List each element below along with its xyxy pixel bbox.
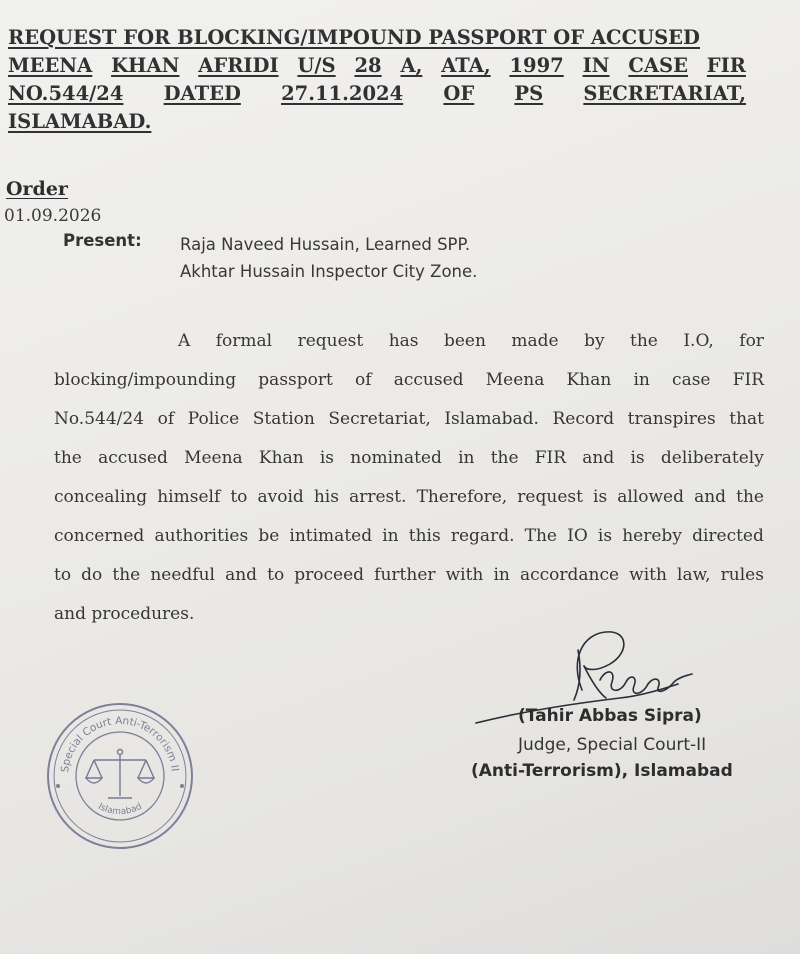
scales-of-justice-icon — [86, 750, 154, 799]
body-line-8: and procedures. — [54, 604, 195, 624]
body-line-4 — [54, 439, 764, 478]
word: FIR — [706, 54, 746, 77]
word: SECRETARIAT, — [583, 82, 746, 105]
word: regard. — [450, 526, 515, 546]
word: been — [443, 331, 486, 351]
word: concerned — [54, 526, 145, 546]
word: to — [54, 565, 72, 585]
word: FIR — [732, 370, 764, 390]
word: rules — [720, 565, 764, 585]
word: IO — [567, 526, 588, 546]
present-label: Present: — [63, 231, 142, 250]
word: is — [630, 448, 645, 468]
word: accordance — [519, 565, 620, 585]
word: formal — [215, 331, 273, 351]
word: and — [225, 565, 258, 585]
word: CASE — [628, 54, 688, 77]
word: 28 — [354, 54, 382, 77]
title-line-3 — [8, 80, 746, 108]
word: request — [297, 331, 364, 351]
title-line-4: ISLAMABAD. — [8, 110, 152, 133]
word: further — [374, 565, 436, 585]
word: transpires — [627, 409, 716, 429]
order-label: Order — [6, 178, 68, 200]
word: of — [157, 409, 175, 429]
title-line-2 — [8, 52, 746, 80]
word: Khan — [566, 370, 612, 390]
word: accused — [98, 448, 168, 468]
word: allowed — [617, 487, 685, 507]
word: NO.544/24 — [8, 82, 124, 105]
word: is — [319, 448, 335, 468]
word: the — [630, 331, 658, 351]
word: this — [408, 526, 441, 546]
word: nominated — [350, 448, 442, 468]
word: the — [490, 448, 519, 468]
order-date: 01.09.2026 — [4, 206, 102, 226]
word: avoid — [257, 487, 304, 507]
word: of — [355, 370, 372, 390]
svg-text:Special Court Anti-Terrorism I: Special Court Anti-Terrorism II — [59, 714, 181, 774]
word: is — [597, 526, 613, 546]
signatory-court: (Anti-Terrorism), Islamabad — [471, 761, 733, 781]
word: with — [445, 565, 484, 585]
word: directed — [692, 526, 764, 546]
body-line-2 — [54, 361, 764, 400]
word: AFRIDI — [198, 54, 279, 77]
document-title — [8, 24, 746, 136]
word: to — [230, 487, 248, 507]
word: law, — [677, 565, 711, 585]
body-line-6 — [54, 517, 764, 556]
word: hereby — [622, 526, 682, 546]
body-line-3 — [54, 400, 764, 439]
word: passport — [258, 370, 333, 390]
word: by — [584, 331, 605, 351]
word: authorities — [154, 526, 249, 546]
word: blocking/impounding — [54, 370, 237, 390]
word: Meena — [184, 448, 243, 468]
word: needful — [150, 565, 215, 585]
word: PS — [514, 82, 544, 105]
word: in — [382, 526, 399, 546]
word: in — [633, 370, 650, 390]
word: Police — [187, 409, 240, 429]
court-seal-stamp — [44, 700, 196, 852]
word: Record — [552, 409, 615, 429]
word: for — [739, 331, 764, 351]
signatory-name: (Tahir Abbas Sipra) — [518, 706, 702, 726]
word: IN — [582, 54, 610, 77]
word: U/S — [297, 54, 336, 77]
word: Secretariat, — [328, 409, 431, 429]
word: A, — [400, 54, 423, 77]
word: intimated — [289, 526, 373, 546]
word: to — [267, 565, 285, 585]
word: with — [629, 565, 667, 585]
word: in — [458, 448, 475, 468]
word: FIR — [534, 448, 567, 468]
word: the — [736, 487, 764, 507]
word: be — [258, 526, 280, 546]
word: the — [112, 565, 141, 585]
word: DATED — [163, 82, 241, 105]
word: concealing — [54, 487, 148, 507]
word: I.O, — [683, 331, 714, 351]
body-line-1 — [54, 322, 764, 361]
word: the — [54, 448, 82, 468]
word: Islamabad. — [444, 409, 539, 429]
word: No.544/24 — [54, 409, 145, 429]
word: in — [493, 565, 510, 585]
word: OF — [443, 82, 475, 105]
word: 27.11.2024 — [281, 82, 404, 105]
word: himself — [157, 487, 221, 507]
word: has — [388, 331, 419, 351]
signatory-designation: Judge, Special Court-II — [518, 735, 707, 755]
word: ATA, — [441, 54, 491, 77]
word: deliberately — [660, 448, 764, 468]
word: 1997 — [509, 54, 564, 77]
word: accused — [393, 370, 464, 390]
word: Khan — [258, 448, 304, 468]
word: that — [729, 409, 764, 429]
order-body — [54, 322, 764, 634]
word: request — [517, 487, 583, 507]
word: Station — [252, 409, 315, 429]
word: case — [672, 370, 711, 390]
present-person-1: Raja Naveed Hussain, Learned SPP. — [180, 235, 471, 254]
word: KHAN — [111, 54, 180, 77]
title-line-1: REQUEST FOR BLOCKING/IMPOUND PASSPORT OF ACCUSED — [8, 26, 700, 49]
word: Meena — [485, 370, 545, 390]
word: do — [81, 565, 103, 585]
word: A — [178, 331, 191, 351]
present-list — [180, 231, 477, 285]
word: proceed — [294, 565, 365, 585]
svg-text:Islamabad: Islamabad — [96, 801, 144, 818]
word: is — [593, 487, 608, 507]
body-line-5 — [54, 478, 764, 517]
body-line-7 — [54, 556, 764, 595]
word: The — [524, 526, 557, 546]
word: made — [511, 331, 559, 351]
word: MEENA — [8, 54, 93, 77]
present-person-2: Akhtar Hussain Inspector City Zone. — [180, 262, 478, 281]
word: Therefore, — [416, 487, 508, 507]
word: his — [313, 487, 339, 507]
word: arrest. — [349, 487, 407, 507]
word: and — [694, 487, 727, 507]
word: and — [582, 448, 615, 468]
